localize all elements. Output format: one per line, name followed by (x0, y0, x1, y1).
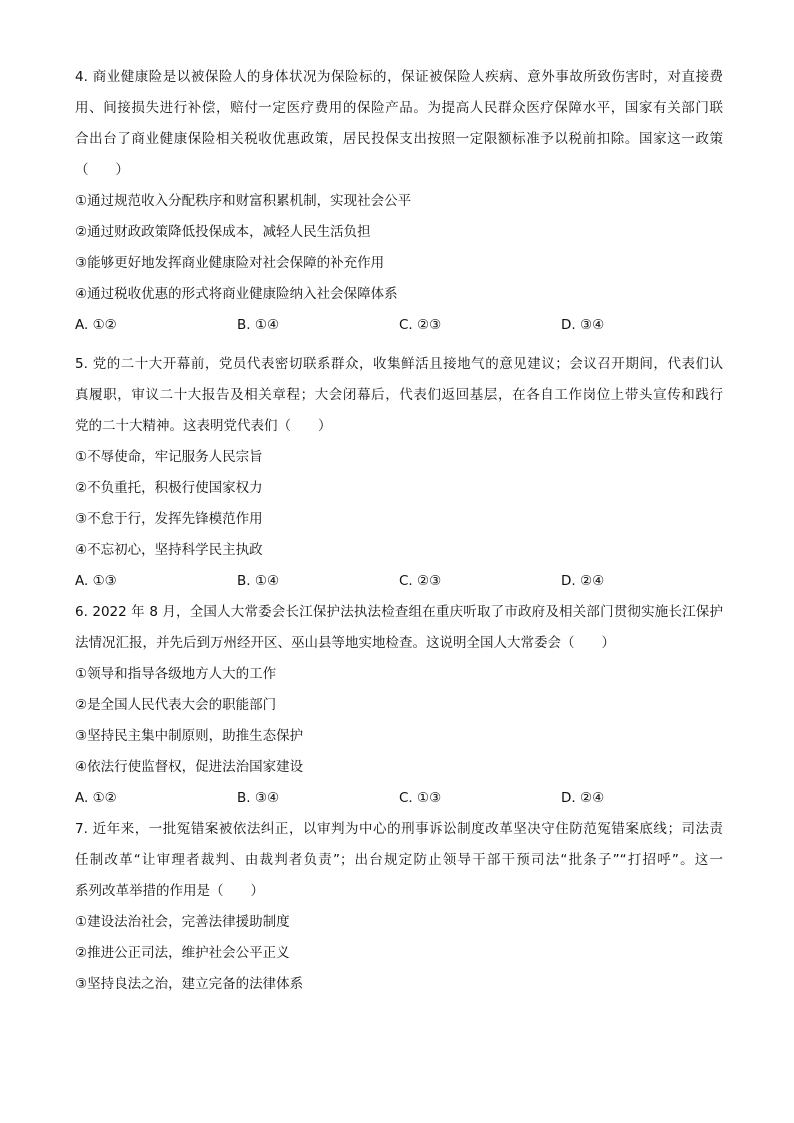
question-4 (75, 62, 723, 341)
choice-d: D. ③④ (561, 317, 605, 333)
option-statement: ④不忘初心，坚持科学民主执政 (75, 542, 263, 558)
option-statement: ③坚持良法之治，建立完备的法律体系 (75, 976, 304, 992)
question-stem-line: 7. 近年来，一批冤错案被依法纠正，以审判为中心的刑事诉讼制度改革坚决守住防范冤错案底线；司法责 (75, 821, 723, 837)
question-stem-line: 5. 党的二十大开幕前，党员代表密切联系群众，收集鲜活且接地气的意见建议；会议召开期间，代表们认 (75, 356, 723, 372)
option-statement: ②通过财政政策降低投保成本，减轻人民生活负担 (75, 224, 371, 240)
answer-choices (75, 783, 723, 814)
spacer (75, 341, 723, 349)
choice-c: C. ②③ (399, 573, 442, 589)
question-stem-line: 党的二十大精神。这表明党代表们（ ） (75, 418, 332, 434)
option-statement: ①领导和指导各级地方人大的工作 (75, 666, 277, 682)
exam-page (75, 62, 723, 1000)
question-7 (75, 814, 723, 1000)
question-stem-line: 6. 2022 年 8 月，全国人大常委会长江保护法执法检查组在重庆听取了市政府及相关部门贯彻实施长江保护 (75, 604, 723, 620)
question-stem-line: 任制改革“让审理者裁判、由裁判者负责”；出台规定防止领导干部干预司法“批条子”“打招呼”。这一 (75, 852, 723, 868)
answer-choices (75, 566, 723, 597)
option-statement: ②不负重托，积极行使国家权力 (75, 480, 263, 496)
answer-blank: （ ） (75, 162, 129, 178)
question-stem-line: 法情况汇报，并先后到万州经开区、巫山县等地实地检查。这说明全国人大常委会（ ） (75, 635, 615, 651)
choice-b: B. ③④ (237, 790, 280, 806)
option-statement: ③不怠于行，发挥先锋模范作用 (75, 511, 263, 527)
choice-b: B. ①④ (237, 573, 280, 589)
answer-choices (75, 310, 723, 341)
question-stem-line: 用、间接损失进行补偿，赔付一定医疗费用的保险产品。为提高人民群众医疗保障水平，国家有关部门联 (75, 100, 723, 116)
option-statement: ②是全国人民代表大会的职能部门 (75, 697, 277, 713)
choice-a: A. ①② (75, 790, 117, 806)
choice-c: C. ①③ (399, 790, 442, 806)
option-statement: ④依法行使监督权，促进法治国家建设 (75, 759, 304, 775)
question-stem-line: 系列改革举措的作用是（ ） (75, 883, 264, 899)
option-statement: ③坚持民主集中制原则，助推生态保护 (75, 728, 304, 744)
option-statement: ③能够更好地发挥商业健康险对社会保障的补充作用 (75, 255, 385, 271)
option-statement: ②推进公正司法，维护社会公平正义 (75, 945, 290, 961)
choice-a: A. ①② (75, 317, 117, 333)
choice-a: A. ①③ (75, 573, 117, 589)
question-stem-line: 真履职，审议二十大报告及相关章程；大会闭幕后，代表们返回基层，在各自工作岗位上带头宣传和践行 (75, 387, 723, 403)
question-stem-line: 4. 商业健康险是以被保险人的身体状况为保险标的，保证被保险人疾病、意外事故所致伤害时，对直接费 (75, 69, 723, 85)
option-statement: ①建设法治社会，完善法律援助制度 (75, 914, 290, 930)
choice-d: D. ②④ (561, 790, 605, 806)
choice-d: D. ②④ (561, 573, 605, 589)
option-statement: ①不辱使命，牢记服务人民宗旨 (75, 449, 263, 465)
option-statement: ①通过规范收入分配秩序和财富积累机制，实现社会公平 (75, 193, 412, 209)
option-statement: ④通过税收优惠的形式将商业健康险纳入社会保障体系 (75, 286, 398, 302)
choice-c: C. ②③ (399, 317, 442, 333)
question-5 (75, 349, 723, 597)
question-stem-line: 合出台了商业健康保险相关税收优惠政策，居民投保支出按照一定限额标准予以税前扣除。国家这一政策 (75, 131, 723, 147)
question-6 (75, 597, 723, 814)
choice-b: B. ①④ (237, 317, 280, 333)
